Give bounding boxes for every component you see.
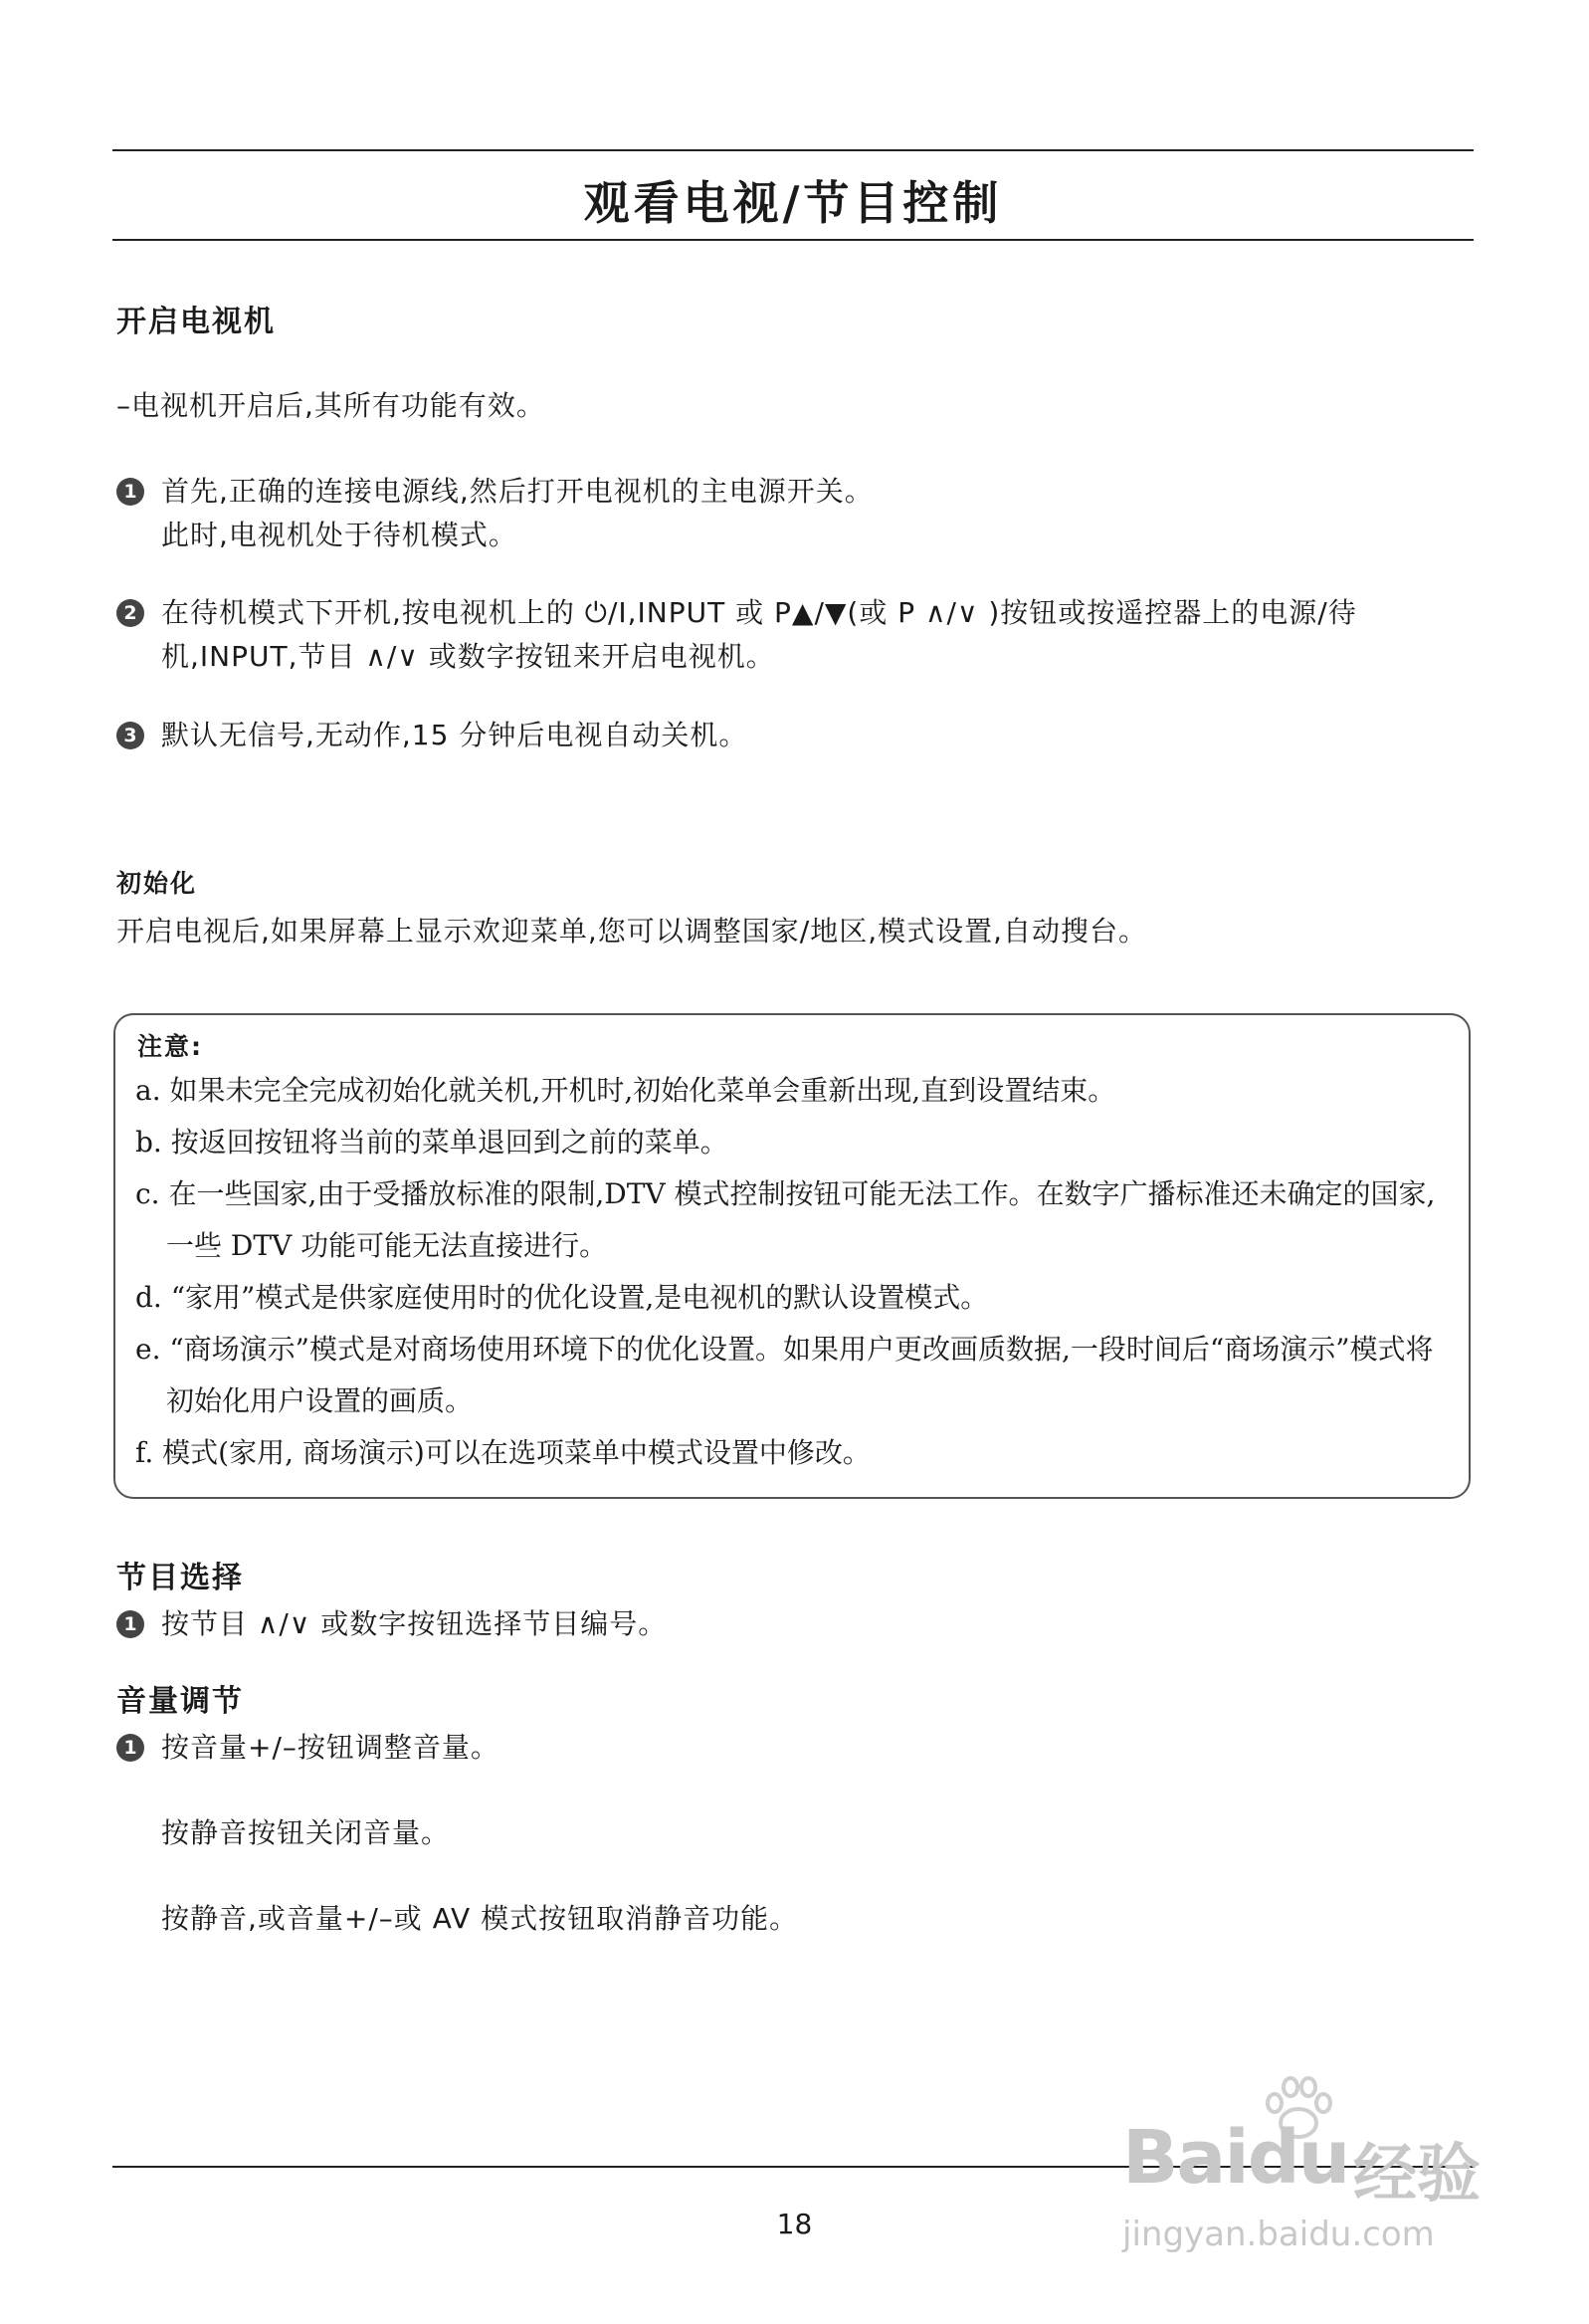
note-item-f <box>135 1427 1454 1479</box>
top-rule <box>112 149 1474 151</box>
watermark-brand: Baidu <box>1122 2115 1349 2201</box>
step-text-continued: 此时,电视机处于待机模式。 <box>161 519 517 551</box>
note-item-text: a. 如果未完全完成初始化就关机,开机时,初始化菜单会重新出现,直到设置结束。 <box>135 1074 1116 1107</box>
note-item-d <box>135 1272 1454 1324</box>
note-item-text: b. 按返回按钮将当前的菜单退回到之前的菜单。 <box>135 1126 728 1159</box>
step-number-badge: 3 <box>116 722 144 749</box>
note-item-text: c. 在一些国家,由于受播放标准的限制,DTV 模式控制按钮可能无法工作。在数字广播标准还未确定的国家,一些 DTV 功能可能无法直接进行。 <box>135 1177 1436 1262</box>
step-number-badge: 2 <box>116 599 144 627</box>
section-heading-initialization: 初始化 <box>116 869 198 898</box>
page-title: 观看电视/节目控制 <box>583 176 1003 230</box>
step-text-continued: 机,INPUT,节目 ∧/∨ 或数字按钮来开启电视机。 <box>161 640 775 673</box>
page-number: 18 <box>776 2208 813 2240</box>
channel-step-1 <box>116 1602 1480 1646</box>
power-step-2 <box>116 591 1480 679</box>
step-number-badge: 1 <box>116 1610 144 1638</box>
step-number-badge: 1 <box>116 1734 144 1762</box>
section-heading-power-on: 开启电视机 <box>116 305 276 339</box>
section-heading-volume: 音量调节 <box>116 1684 244 1719</box>
step-text: 按节目 ∧/∨ 或数字按钮选择节目编号。 <box>161 1607 668 1640</box>
watermark-logo <box>1114 2075 1532 2274</box>
step-text: 默认无信号,无动作,15 分钟后电视自动关机。 <box>161 719 748 751</box>
note-item-text: e. “商场演示”模式是对商场使用环境下的优化设置。如果用户更改画质数据,一段时间后“商场演示”模式将初始化用户设置的画质。 <box>135 1333 1434 1417</box>
power-step-3 <box>116 714 1480 757</box>
step-number-badge: 1 <box>116 478 144 506</box>
note-item-text: f. 模式(家用, 商场演示)可以在选项菜单中模式设置中修改。 <box>135 1436 871 1469</box>
volume-mute-text: 按静音按钮关闭音量。 <box>161 1816 451 1849</box>
note-item-b <box>135 1117 1454 1168</box>
power-intro-text: –电视机开启后,其所有功能有效。 <box>116 389 545 422</box>
step-text: 在待机模式下开机,按电视机上的 ⏻/I,INPUT 或 P▲/▼(或 P ∧/∨ )按钮或按遥控器上的电源/待 <box>161 596 1357 629</box>
note-box <box>113 1013 1471 1499</box>
note-item-e <box>135 1324 1454 1427</box>
step-text: 按音量+/–按钮调整音量。 <box>161 1731 499 1764</box>
watermark-brand-cn: 经验 <box>1353 2138 1481 2212</box>
note-title: 注意: <box>137 1032 203 1061</box>
volume-step-1 <box>116 1726 1480 1770</box>
watermark-url: jingyan.baidu.com <box>1122 2215 1435 2254</box>
initialization-text: 开启电视后,如果屏幕上显示欢迎菜单,您可以调整国家/地区,模式设置,自动搜台。 <box>116 915 1148 948</box>
note-item-a <box>135 1065 1454 1117</box>
title-underline-rule <box>112 239 1474 241</box>
note-item-text: d. “家用”模式是供家庭使用时的优化设置,是电视机的默认设置模式。 <box>135 1281 989 1314</box>
section-heading-channel-select: 节目选择 <box>116 1561 244 1595</box>
volume-unmute-text: 按静音,或音量+/–或 AV 模式按钮取消静音功能。 <box>161 1902 799 1935</box>
power-step-1 <box>116 470 1480 557</box>
note-item-c <box>135 1168 1454 1272</box>
step-text: 首先,正确的连接电源线,然后打开电视机的主电源开关。 <box>161 475 874 508</box>
